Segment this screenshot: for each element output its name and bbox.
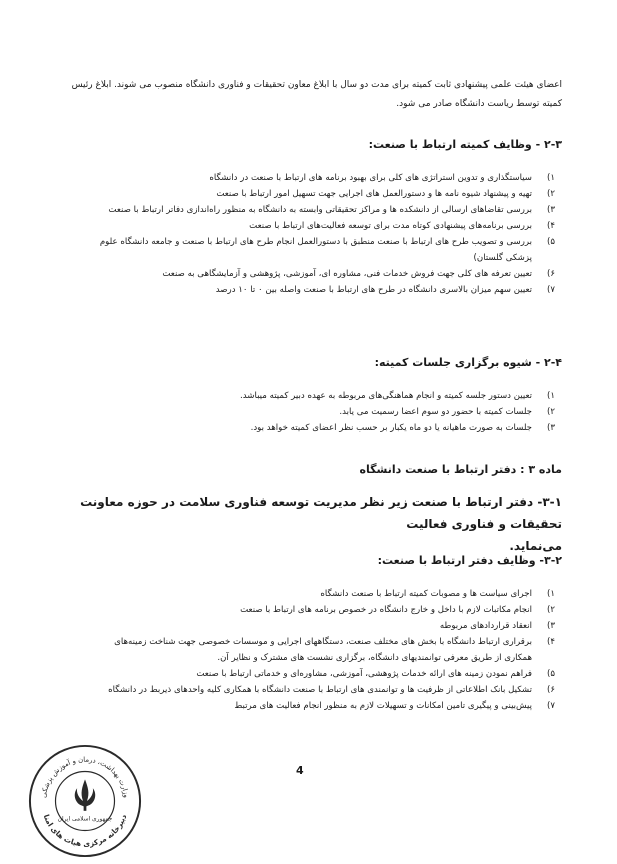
article-3-1-line-2: می‌نماید. <box>509 539 562 553</box>
committee-duty-item <box>55 266 562 282</box>
list-item-text: جلسات به صورت ماهیانه یا دو ماه یکبار بر حسب نظر اعضای کمیته خواهد بود. <box>250 423 532 433</box>
section-2-4-list <box>55 388 562 436</box>
list-item-text: بررسی برنامه‌های پیشنهادی کوتاه مدت برای توسعه فعالیت‌های ارتباط با صنعت <box>249 221 532 231</box>
list-item-number: ۴) <box>547 221 555 231</box>
committee-duty-item <box>55 282 562 298</box>
office-duty-item <box>55 634 562 666</box>
article-3-1-line-1: ۳-۱- دفتر ارتباط با صنعت زیر نظر مدیریت توسعه فناوری سلامت در حوزه معاونت تحقیقات و فناوری فعالیت <box>80 495 562 531</box>
section-2-4-heading: ۲-۴ - شیوه برگزاری جلسات کمیته: <box>374 356 562 369</box>
article-3-2-list <box>55 586 562 714</box>
list-item-number: ۲) <box>547 189 555 199</box>
list-item-continuation: همکاری از طریق معرفی توانمندیهای دانشگاه، برگزاری نشست های مشترک و نظایر آن. <box>217 653 532 663</box>
office-duty-item <box>55 618 562 634</box>
list-item-text: انجام مکاتبات لازم با داخل و خارج دانشگاه در خصوص برنامه های ارتباط با صنعت <box>240 605 532 615</box>
list-item-text: بررسی تقاضاهای ارسالی از دانشکده ها و مراکز تحقیقاتی وابسته به دانشگاه به منظور راه‌اندازی دفاتر ارتباط با صنعت <box>108 205 532 215</box>
office-duty-item <box>55 666 562 682</box>
office-duty-item <box>55 698 562 714</box>
page-number: 4 <box>296 764 304 777</box>
list-item-number: ۵) <box>547 237 555 247</box>
list-item-text: تعیین دستور جلسه کمیته و انجام هماهنگی‌های مربوطه به عهده دبیر کمیته میباشد. <box>240 391 532 401</box>
seal-bottom-text: دبیرخانه مرکزی هیات های امنا <box>41 813 129 849</box>
article-3-2-heading: ۳-۲- وظایف دفتر ارتباط با صنعت: <box>377 554 562 567</box>
official-seal-stamp <box>26 742 144 860</box>
committee-duty-item <box>55 218 562 234</box>
list-item-text: اجرای سیاست ها و مصوبات کمیته ارتباط با صنعت دانشگاه <box>320 589 532 599</box>
emblem-icon <box>75 779 95 810</box>
office-duty-item <box>55 586 562 602</box>
list-item-text: تعیین تعرفه های کلی جهت فروش خدمات فنی، مشاوره ای، آموزشی، پژوهشی و آزمایشگاهی به صنعت <box>162 269 532 279</box>
list-item-text: جلسات کمیته با حضور دو سوم اعضا رسمیت می یابد. <box>339 407 532 417</box>
list-item-number: ۴) <box>547 637 555 647</box>
list-item-text: انعقاد قراردادهای مربوطه <box>439 621 532 631</box>
committee-duty-item <box>55 186 562 202</box>
list-item-number: ۶) <box>547 685 555 695</box>
list-item-text: تشکیل بانک اطلاعاتی از ظرفیت ها و توانمندی های ارتباط با صنعت دانشگاه با همکاری کلیه واحدهای ذیربط در دانشگاه <box>108 685 532 695</box>
list-item-number: ۱) <box>547 391 555 401</box>
list-item-text: تعیین سهم میزان بالاسری دانشگاه در طرح های ارتباط با صنعت واصله بین ۰ تا ۱۰ درصد <box>215 285 532 295</box>
section-2-3-list <box>55 170 562 298</box>
intro-line-1: اعضای هیئت علمی پیشنهادی ثابت کمیته برای مدت دو سال با ابلاغ معاون تحقیقات و فناوری دانشگاه منصوب می شوند. ابلاغ رئیس <box>71 80 562 90</box>
intro-line-2: کمیته توسط ریاست دانشگاه صادر می شود. <box>396 99 562 109</box>
meeting-rule-item <box>55 420 562 436</box>
intro-paragraph <box>55 76 562 114</box>
list-item-number: ۷) <box>547 285 555 295</box>
list-item-number: ۳) <box>547 621 555 631</box>
list-item-text: بررسی و تصویب طرح های ارتباط با صنعت منطبق با دستورالعمل انجام طرح های ارتباط با صنعت و جامعه دانشگاه علوم <box>99 237 532 247</box>
committee-duty-item <box>55 170 562 186</box>
list-item-number: ۷) <box>547 701 555 711</box>
list-item-text: تهیه و پیشنهاد شیوه نامه ها و دستورالعمل های اجرایی جهت تسهیل امور ارتباط با صنعت <box>216 189 532 199</box>
list-item-number: ۱) <box>547 589 555 599</box>
article-3-heading: ماده ۳ : دفتر ارتباط با صنعت دانشگاه <box>359 463 562 476</box>
committee-duty-item <box>55 202 562 218</box>
list-item-text: فراهم نمودن زمینه های ارائه خدمات پژوهشی، آموزشی، مشاوره‌ای و خدماتی ارتباط با صنعت <box>196 669 532 679</box>
office-duty-item <box>55 602 562 618</box>
meeting-rule-item <box>55 404 562 420</box>
office-duty-item <box>55 682 562 698</box>
list-item-text: برقراری ارتباط دانشگاه با بخش های مختلف صنعت، دستگاههای اجرایی و موسسات خصوصی جهت شناخت زمینه‌های <box>114 637 532 647</box>
list-item-number: ۲) <box>547 605 555 615</box>
list-item-number: ۳) <box>547 423 555 433</box>
list-item-text: پیش‌بینی و پیگیری تامین امکانات و تسهیلات لازم به منظور انجام فعالیت های مرتبط <box>234 701 532 711</box>
section-2-3-heading: ۲-۳ - وظایف کمیته ارتباط با صنعت: <box>368 138 562 151</box>
list-item-number: ۵) <box>547 669 555 679</box>
committee-duty-item <box>55 234 562 266</box>
list-item-text: سیاستگذاری و تدوین استراتژی های کلی برای بهبود برنامه های ارتباط با صنعت در دانشگاه <box>209 173 532 183</box>
list-item-number: ۲) <box>547 407 555 417</box>
list-item-continuation: پزشکی گلستان) <box>473 253 532 263</box>
list-item-number: ۳) <box>547 205 555 215</box>
seal-center-text: جمهوری اسلامی ایران <box>57 816 113 823</box>
seal-top-text: وزارت بهداشت، درمان و آموزش پزشکی <box>39 755 131 799</box>
list-item-number: ۶) <box>547 269 555 279</box>
article-3-1-paragraph <box>55 491 562 557</box>
meeting-rule-item <box>55 388 562 404</box>
list-item-number: ۱) <box>547 173 555 183</box>
